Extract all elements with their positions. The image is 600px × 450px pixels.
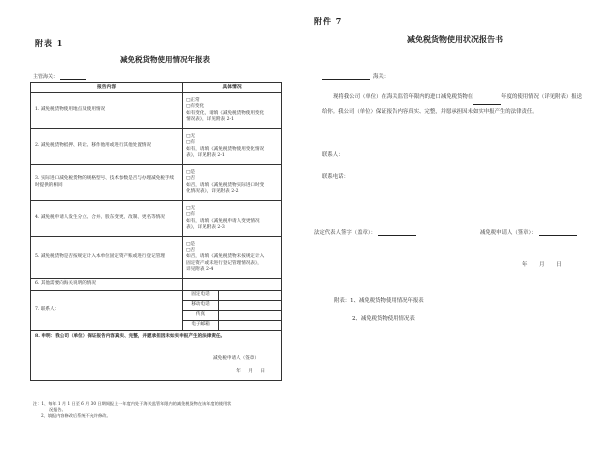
attachment-2: 2、减免税货物使用情况表: [352, 316, 415, 322]
report-body: [322, 90, 584, 120]
annex-1-label: 附表 1: [35, 38, 64, 48]
body-text: （详见附表）报送给你。我公司（单位）保证报告内容真实、完整，并愿承担因未如实申报: [322, 94, 583, 115]
detail-line: □否: [186, 176, 196, 182]
detail-line: □无: [186, 206, 196, 212]
phone-label: 固定电话: [183, 291, 219, 301]
legal-rep-label: 法定代表人签字（盖章）：: [314, 230, 376, 236]
detail-line: □是: [186, 241, 196, 247]
customs-suffix: 海关：: [373, 74, 390, 80]
note-line: 况报告。: [49, 407, 66, 412]
applicant-sign: [480, 228, 577, 236]
customs-addressee: [322, 72, 389, 80]
status-report-page: [300, 0, 600, 450]
contact-person-label: 联系人：: [322, 152, 344, 158]
customs-blank: [322, 79, 370, 80]
form-notes: [33, 401, 283, 419]
report-table: [30, 82, 282, 381]
row-item: 2. 减免税货物抵押、转让、移作他用或进行其他处置情况: [31, 129, 183, 165]
body-text: 产生的法律责任。: [494, 109, 538, 115]
applicant-blank: [539, 235, 577, 236]
declaration-text: 8. 申明：我公司（单位）保证报告内容真实、完整，并愿承担因未如实申报产生的法律责任。: [35, 334, 226, 339]
header-content: 报告内容: [31, 83, 183, 93]
date-label: 年 月 日: [236, 368, 265, 374]
email-label: 电子邮箱: [183, 321, 219, 331]
customs-field-blank: [60, 79, 86, 80]
detail-line: 化情况表》，详见附表 2-2: [186, 188, 239, 194]
detail-line: 如否，请填《减免税货物未按规定计入: [186, 254, 265, 260]
applicant-label: 减免税申请人（签章）：: [480, 230, 537, 236]
report-date: 年 月 日: [522, 262, 562, 268]
email-value[interactable]: [218, 321, 281, 331]
table-header-row: [31, 83, 282, 93]
row-item: 6. 其他需要向海关说明的情况: [31, 279, 183, 291]
table-row: [31, 279, 282, 291]
contact-item: 7. 联系人：: [31, 291, 183, 331]
mobile-label: 移动电话: [183, 301, 219, 311]
fax-value[interactable]: [218, 311, 281, 321]
declaration-row: [31, 331, 282, 381]
note-line: 2、填报内容修改后系统不允许修改。: [41, 413, 111, 418]
body-text: 年度的使用情况: [501, 94, 539, 100]
customs-field: [33, 73, 86, 80]
contact-phone-label: 联系电话：: [322, 174, 349, 180]
applicant-signature-label: 减免税申请人（签章）: [213, 356, 259, 362]
detail-line: 如有变化，请填《减免税货物使用变化: [186, 110, 265, 116]
attachment-1: 附表：1、减免税货物使用情况年报表: [334, 298, 424, 304]
row-detail: [183, 237, 282, 279]
table-row: [31, 237, 282, 279]
fax-label: 传真: [183, 311, 219, 321]
phone-value[interactable]: [218, 291, 281, 301]
note-line: 注：1、每年 1 月 1 日至 6 月 30 日期间报上一年度内处于海关监管年限内的减免税货物在该年度的使用状: [33, 401, 232, 406]
detail-line: 如有，请填《减免税货物使用变化情况: [186, 146, 265, 152]
detail-line: 情况表》，详见附表 2-1: [186, 116, 235, 122]
detail-line: 详见附表 2-4: [186, 266, 214, 272]
declaration-cell: [31, 331, 282, 381]
row-detail: [183, 165, 282, 201]
row-item: 3. 实际进口减免税货物的规格型号、技术参数是否与办理减免税手续时提供的相同: [31, 165, 183, 201]
row-detail: [183, 201, 282, 237]
detail-line: □否: [186, 248, 196, 254]
detail-line: □是: [186, 170, 196, 176]
row-item: 5. 减免税货物是否按规定计入本单位固定资产账或进行登记管理: [31, 237, 183, 279]
table-row: [31, 129, 282, 165]
detail-line: 如有，请填《减免税申请人变更情况: [186, 218, 260, 224]
detail-line: □有变化: [186, 104, 205, 110]
row-item: 1. 减免税货物使用地点及使用情况: [31, 93, 183, 129]
detail-line: 表》，详见附表 2-1: [186, 152, 225, 158]
detail-line: □无: [186, 134, 196, 140]
table-row: [31, 201, 282, 237]
row-item: 4. 减免税申请人发生分立、合并、股东变更、改制、更名等情况: [31, 201, 183, 237]
detail-line: □有: [186, 212, 196, 218]
detail-line: 如否，请填《减免税货物实际进口时变: [186, 182, 265, 188]
detail-line: □正常: [186, 98, 200, 104]
contact-row: [31, 291, 282, 301]
table-row: [31, 165, 282, 201]
header-detail: 具体情况: [183, 83, 282, 93]
detail-line: 固定资产或未进行登记管理情况表》，: [186, 260, 262, 266]
detail-line: □有: [186, 140, 196, 146]
detail-line: 表》，详见附表 2-3: [186, 224, 225, 230]
row-detail-empty: [183, 279, 282, 291]
mobile-value[interactable]: [218, 301, 281, 311]
form-title: 减免税货物使用情况年报表: [120, 55, 210, 64]
customs-field-label: 主管海关：: [33, 74, 59, 80]
report-title: 减免税货物使用状况报告书: [407, 34, 503, 44]
body-text: 现将我公司（单位）在海关监管年限内的进口减免税货物在: [333, 94, 474, 100]
annex-7-label: 附件 7: [314, 16, 343, 26]
signature-row: [314, 228, 594, 236]
row-detail: [183, 93, 282, 129]
table-row: [31, 93, 282, 129]
row-detail: [183, 129, 282, 165]
legal-rep-blank: [378, 235, 416, 236]
year-blank: [473, 104, 501, 105]
